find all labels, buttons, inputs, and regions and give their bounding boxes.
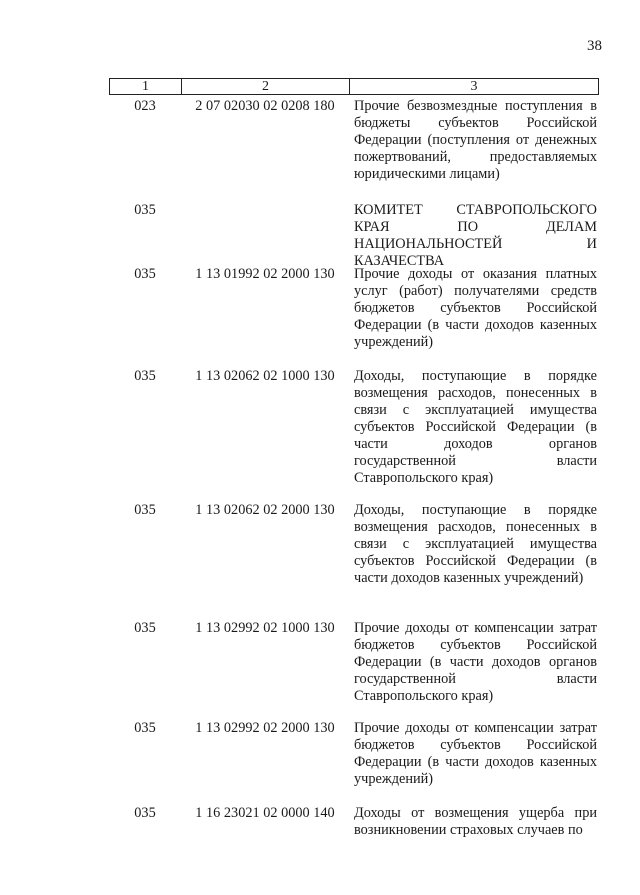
header-col-1: 1 <box>110 79 182 94</box>
budget-code: 1 13 02062 02 2000 130 <box>195 502 335 518</box>
admin-code: 035 <box>134 720 156 736</box>
admin-code: 035 <box>134 620 156 636</box>
income-description: Доходы, поступающие в порядке возмещения расходов, понесенных в связи с эксплуатацией имущества субъектов Российской Федерации (в части доходов органов государственной власти Ставропольского края) <box>354 368 597 486</box>
income-description: Доходы от возмещения ущерба при возникновении страховых случаев по <box>354 805 597 838</box>
budget-code <box>181 202 349 270</box>
table-row <box>109 266 599 351</box>
admin-code: 035 <box>134 805 156 821</box>
table-row <box>109 98 599 183</box>
header-col-3: 3 <box>470 78 478 94</box>
table-row <box>109 805 599 839</box>
budget-code: 2 07 02030 02 0208 180 <box>195 98 335 114</box>
admin-code: 035 <box>134 266 156 282</box>
page-number: 38 <box>587 38 602 54</box>
income-description: Доходы, поступающие в порядке возмещения расходов, понесенных в связи с эксплуатацией имущества субъектов Российской Федерации (в части доходов казенных учреждений) <box>354 502 597 586</box>
income-description: Прочие безвозмездные поступления в бюджеты субъектов Российской Федерации (поступления от денежных пожертвований, предоставляемых юридическими лицами) <box>354 98 597 182</box>
table-row <box>109 202 599 270</box>
table-row <box>109 502 599 587</box>
budget-code: 1 13 02062 02 1000 130 <box>195 368 335 384</box>
admin-code: 035 <box>134 502 156 518</box>
admin-code: 035 <box>134 202 156 218</box>
table-row <box>109 620 599 705</box>
budget-code: 1 16 23021 02 0000 140 <box>195 805 335 821</box>
income-description: Прочие доходы от оказания платных услуг (работ) получателями средств бюджетов субъектов Российской Федерации (в части доходов казенных учреждений) <box>354 266 597 350</box>
income-description: Прочие доходы от компенсации затрат бюджетов субъектов Российской Федерации (в части доходов казенных учреждений) <box>354 720 597 787</box>
table-row <box>109 368 599 487</box>
budget-code: 1 13 01992 02 2000 130 <box>195 266 335 282</box>
admin-code: 023 <box>134 98 156 114</box>
table-row <box>109 720 599 788</box>
income-description: Прочие доходы от компенсации затрат бюджетов субъектов Российской Федерации (в части доходов органов государственной власти Ставропольского края) <box>354 620 597 704</box>
budget-code: 1 13 02992 02 2000 130 <box>195 720 335 736</box>
admin-code: 035 <box>134 368 156 384</box>
budget-code: 1 13 02992 02 1000 130 <box>195 620 335 636</box>
section-heading: КОМИТЕТ СТАВРОПОЛЬСКОГО КРАЯ ПО ДЕЛАМ НАЦИОНАЛЬНОСТЕЙ И КАЗАЧЕСТВА <box>354 202 597 269</box>
table-header <box>109 78 599 95</box>
header-col-2: 2 <box>182 79 350 94</box>
